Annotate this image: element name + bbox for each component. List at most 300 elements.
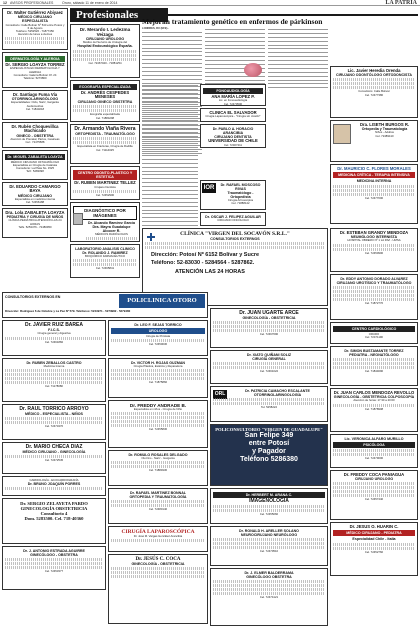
ad-line: CLÍNICA PEDIÁTRICA ATENCIÓN LAS 24 HORAS [8,218,62,226]
ad-line: Tel. 5258222 [260,404,278,409]
ad-line: Cel. 72472545 [44,458,64,463]
ad-line: Dom. 5283500. Cel. 718-40360 [24,516,84,522]
ad-title: Dr. JAVIER RUIZ BAREA [25,321,83,328]
ad-line: Audiometrías [26,103,44,108]
ad-title: POLICONSULTORIO "VIRGEN DE GUADALUPE" [215,426,323,432]
fine-print [213,402,325,405]
ad-line: Cel. 71178080 [45,383,63,388]
ad-line: Atención de lunes a viernes [17,32,53,37]
ad-line: Cirugía Plástica, Estética y Reparadora [133,363,183,368]
ad-subtitle: IMAGENOLOGÍA [249,497,289,504]
ad-line: Consultorio: Calle Bolívar Nº 543 entre Potosí y 6 de Agosto [5,22,65,30]
ad-line: Cel. 71875860 [148,379,168,384]
fine-print [5,381,103,384]
fine-print [333,248,415,251]
ad-line: Cel. 72470500 [223,101,243,106]
section-banner: Profesionales [70,8,168,22]
ad-line: Especialista en Fracturas, Cirugía de Rodilla [77,144,133,149]
ad-line: Consultorio: Calle Bolívar [358,89,390,94]
ad-moscoso [200,180,266,210]
ad-line: Cel. 72489410 [375,133,394,138]
fine-print [111,504,205,507]
fine-print [111,539,205,542]
ad-line: Especialidad Chile - Italia [352,537,396,542]
ad-title: Dr. BRUNO JOAQUÍN PORRES [27,481,81,486]
ad-line: Cel. 72461882 [44,339,64,344]
ad-clinica-salvador [200,108,266,122]
ad-estrada [2,546,106,590]
ad-title: Dr. JUAN UGARTE ARCE [239,309,299,316]
ad-line: Cel. 72452900 [95,192,115,197]
medical-cross-icon [147,233,155,241]
ad-line: Cel. 72453377 [44,568,64,573]
fine-print [73,50,137,53]
ad-subtitle: Ortopedia y Traumatología [361,127,408,132]
ad-title: Dr. RONALD H. ARELLER SOLANO [239,528,299,533]
ad-bustamante [330,346,418,386]
ad-line: Cel. 71888122 [231,201,250,206]
fine-print [333,189,415,192]
ad-line: Cel. 71114025 [96,147,114,152]
ad-line: CIRUJANO ONCÓLOGO [217,217,249,222]
ad-title: Dr. OSCAR J. FELIPEZ AGUILAR [205,214,261,219]
ad-line: CIRUGÍA GENERAL [252,356,286,361]
ad-line: Cel.: 72475588 [25,140,45,145]
ad-line: CARDIOLOGÍA - ECOCARDIOGRAFÍA [29,477,79,482]
ad-subtitle: PSICÓLOGA [333,442,415,448]
fine-print [73,141,137,144]
page-header-strip [0,0,420,6]
ad-title: Dr. JESÚS C. COCA [135,556,181,562]
ad-line: Cel. 72471190 [365,334,383,339]
fine-print [213,321,325,324]
ad-title: CIRUGÍA LAPAROSCÓPICA [121,528,195,535]
ad-martinez-tellez [70,166,140,200]
ad-subtitle: Traumatólogo - Ortopedista [227,190,254,199]
ad-title: Dr. ROMULO ROSALES DELGADO [128,452,188,457]
fine-print [73,263,137,266]
ad-title: Dr. MAURICIO C. FLORES MORALES [337,165,411,171]
ad-title: Dr. EDDY ANTONIO DORADO ALVAREZ [340,276,408,281]
fine-print [111,416,205,419]
fine-print [111,461,205,464]
fine-print [5,373,103,376]
ad-title: Dra. LISETH BURGOS R. [359,121,410,127]
fine-print [73,105,137,108]
ad-cespedes [70,80,140,122]
fine-print [333,490,415,493]
ad-line: Cel. 72467690 [259,332,279,337]
clinic-hours: ATENCIÓN LAS 24 HORAS [175,268,245,275]
ad-checa [2,442,106,474]
ad-line: GINECÓLOGO - OBSTETRA [30,552,78,557]
fine-print [333,543,415,546]
ad-subtitle: MÉDICO CIRUJANO - PEDIATRA [333,530,415,536]
fine-print [5,377,103,380]
ad-line: GINECOLOGÍA OBSTETRICIA [20,505,88,511]
ad-section-bar: DERMATOLOGÍA Y ALERGIA [5,56,65,62]
ad-line: MEDICINA INTERNA [356,179,392,184]
ad-section-bar: ECOGRAFÍA ESPECIALIZADA [73,84,137,90]
ad-line: Cel. 72473470 [44,424,64,429]
ad-zeballos [2,358,106,402]
ad-line: Cel. 72477000 [364,195,384,200]
policlinica-title: POLICLINICA OTORO [119,294,205,308]
ad-andrade [108,400,208,448]
ad-line: Cel. 72456188 [25,200,45,205]
ad-title: Dr. MARIO CHECA DIAZ [25,443,83,450]
ad-line: Cel. 72467411 [224,142,242,147]
ad-line: Cel. 72452760 [364,549,384,554]
ad-title: LABORATORIO ANALISIS CLINICO [75,246,135,251]
ad-coca-paniagua [330,470,418,520]
ad-subtitle: GINECÓLOGO OBSTETRA [246,574,292,579]
fine-print [213,580,325,583]
ad-loayza [2,52,68,88]
ad-title: Dr. Santiago Fuma Vía [12,91,58,97]
ad-title: Dr. RUBEN MARTINEZ TELLEZ [74,179,136,185]
fine-print [5,417,103,420]
ad-subtitle: OTORRINOLARINGÓLOGO [11,97,59,102]
ad-zabaleta-lola [2,208,68,238]
ad-rosales [108,450,208,486]
ad-burgos [330,120,418,162]
ad-title: Dr. Armando Viaña Rivera [74,125,136,132]
ad-line: Cel. 72457440 [364,497,384,502]
ad-title: Dr. XIATO QUIÑANI SOLIZ [246,352,292,357]
clinic-address: Dirección: Potosí Nº 6152 Bolívar y Sucre [151,251,260,258]
ad-camacho [210,386,328,422]
ad-mendoza [330,388,418,432]
ad-title: Dr. ANDRÉS CESPEDES MENESES [80,89,130,100]
ad-balderrama [210,568,328,626]
fine-print [333,362,415,365]
banner-rule [168,14,418,16]
fine-print [213,509,325,512]
ad-title: Dr. PABLO A. HORACIO ARANCIBIA [212,126,254,135]
fine-print [213,592,325,595]
ad-title: Lic. Javier Heredia Orenda [347,67,401,73]
fine-print [213,546,325,549]
newspaper-name: LA PATRIA [385,0,417,6]
article-column [142,84,198,226]
ad-zabaleta-miguel [2,150,68,180]
ad-title: Dr. JESUS O. HUARIN C. [349,523,399,529]
ad-centro-cardiologico [330,322,418,344]
ad-subtitle: GINECOLOGÍA - OBSTETRICIA COLPOSCOPÍA [333,395,415,400]
ad-line: ORTOPEDIA Y TRAUMATOLOGÍA [129,494,187,499]
ad-arana [210,488,328,524]
fine-print [5,566,103,569]
ad-line: Especialista en niños - Cirugía de Niño [133,406,183,411]
ad-title: Dr. J. ANTONIO ESTRADA AGUIRRE [23,548,85,553]
ad-areller [210,526,328,566]
ad-line: Cel. 72455060 [259,512,279,517]
ad-ruiz [2,320,106,356]
ad-subtitle: CIRUJANO UROLOGO [85,37,125,42]
ad-line: Cel. 71884930 [148,467,168,472]
ad-line: BIOQUÍMICO FARMACÉUTICO [84,253,126,258]
ad-subtitle: OTORRINOLARINGOLOGÍA [253,392,302,397]
ad-title: Dr. RUBEN ZEBALLOS CASTRO [26,360,82,365]
ad-line: Cel. 71878908 [364,406,384,411]
ad-line: Consultorio: Galería Bolívar Of. 24 [13,72,57,77]
ad-title: Dr. EDUARDO CAMARGO BAYA [9,183,61,194]
fine-print [73,109,137,112]
ad-policlinica-header [2,292,208,318]
fine-print [213,588,325,591]
ad-fuma [2,90,68,120]
ad-subtitle: MÉDICO CIRUJANO [17,194,53,199]
ad-line: Cirugía Laparoscópica - "Cirugía sin cicatriz" [205,114,261,119]
ad-fonoaudiologia [200,84,266,106]
ad-line: Cel. 71844690 [364,368,384,373]
ad-title: Dr. SIMON BUSTAMANTE TORREZ [344,348,404,353]
fine-print [5,487,103,490]
fine-print [213,584,325,587]
fine-print [5,421,103,424]
ad-title: Dr. SERGIO ZELAYETA PARDO [20,500,88,506]
ad-section-bar: UROLOGO [111,328,205,334]
ad-martinez-bonnal [108,488,208,524]
ad-line: Cel. 72480140 [148,506,168,511]
ad-line: Cel. 72450900 [364,250,384,255]
fine-print [111,465,205,468]
fine-print [333,482,415,485]
ad-line: Cirugía Artroscópica [227,198,254,202]
ad-ugarte [210,308,328,348]
ad-line: Cel. 72470510 [259,548,279,553]
ad-line: y Pagador [252,447,286,455]
ad-flores [330,164,418,224]
ad-title: Dr. FREDDY ANDRADE B. [129,402,187,408]
fine-print [111,571,205,574]
ad-huarin [330,522,418,576]
ad-title: Dr. FREDDY COCA PANIAGUA [343,471,405,477]
fine-print [333,358,415,361]
ad-title: Dr. Walter Gutiérrez Abiyaez [7,9,63,15]
ad-subtitle: F.I.C.S. [48,328,60,333]
ad-line: Cel. 72461022 [259,368,279,373]
ad-subtitle: NEUMÓLOGO INTERNISTA [350,235,398,240]
fine-print [333,244,415,247]
fine-print [333,298,415,301]
fine-print [5,37,65,40]
ad-section-bar: MEDICINA CRÍTICA - TERAPIA INTENSIVA [333,172,415,178]
ad-gutierrez [2,8,68,50]
ad-choquevillca [2,122,68,148]
ad-grandy [330,228,418,272]
fine-print [5,558,103,561]
ad-line: Especialista en medicina interna [14,197,56,202]
ad-arancibia [200,124,266,148]
ad-ledezma [70,24,140,78]
ad-line: Telfs. 5253476 - 72480950 [18,224,52,229]
ad-zelayeta [2,498,106,544]
ad-line: MÉDICO - ESPECIALISTA - NIÑOS [25,412,83,417]
ad-torrico [2,404,106,440]
fine-print [111,575,205,578]
ad-line: Telf.: 5283098 [26,169,44,174]
ad-line: Cel. 72450030 [148,341,168,346]
ad-subtitle: GINECOLOGÍA - OBSTETRICIA [242,316,296,321]
fine-print [213,329,325,332]
ad-line: Dra. Mayra Guadalupe Alcocer R. [92,224,131,233]
fine-print [111,369,205,372]
column-2 [70,24,140,288]
clinic-subtitle: CONSULTORIOS EXTERNOS [210,236,260,241]
ad-line: entre Potosí [248,439,290,447]
ad-subtitle: PEDIATRÍA Y CIRUGÍA DE NIÑOS [6,215,64,220]
ad-laparoscopica [108,526,208,552]
ad-title: Dr. PATRICIA CAMACHO ESCALANTE [245,388,310,393]
polyclinic-left-column [2,320,106,628]
ad-line: Cel. 72474121 [259,594,279,599]
fine-print [73,259,137,262]
ad-line: Cel. 71872770 [364,300,384,305]
ad-line: Especialidades: Oído, Nariz, Garganta [11,100,59,105]
ad-line: Cirugía de Próstata [145,333,171,338]
column-4-lower [330,228,418,628]
section-name: AVISOS PROFESIONALES [10,1,54,5]
fine-print [333,193,415,196]
ad-title: Dr. ESTEBAN GRANDY MENDOZA [339,229,409,235]
ad-subtitle: CIRUJANO UROLOGO [354,477,394,482]
issue-date: Oruro, sábado 11 de enero de 2014 [62,1,118,5]
policlinica-ext: CONSULTORIOS EXTERNOS EN [5,295,61,299]
fine-print [111,420,205,423]
brain-illustration [244,63,262,77]
ad-title: CENTRO CARDIOLÓGICO [333,326,415,332]
ad-line: Ecografía especializada [90,112,120,117]
column-1 [2,8,68,288]
column-4 [330,18,418,226]
ad-title: Dra. Lola ZABALETA LOAYZA [5,209,65,215]
ad-title: Dr. RAFAEL MARTINEZ BONNAL [129,490,187,495]
ad-subtitle: GINECO - OBSTETRA [16,134,54,139]
ad-subtitle: MÉDICO CIRUJANO ESPECIALISTA [17,15,53,24]
clinic-phone: Teléfono: 52-83030 - 5284564 - 5287862. [151,260,255,267]
ad-line: Cel. 71843218 [25,106,45,111]
ad-title: Dr. Merardo I. Ledezma Veizaga [79,26,131,37]
ad-title: Dr. HERBERT M. ARANA C. [213,492,325,498]
ad-subtitle: PEDIATRA - NEONATÓLOGO [349,352,399,357]
ad-subtitle: CIRUJANO UROTÍSICO Y TRAUMATÓLOGO [336,280,412,285]
ad-line: Médico del Servicio de Urología del [83,40,127,45]
fine-print [5,369,103,372]
ad-title: ANA MARÍA LOPEZ P. [211,93,255,99]
ad-line: Otorrino - Nariz - Garganta [141,455,175,460]
orl-logo: ORL [214,391,226,397]
ad-line: Consultorio: La Plata No. 1525 [15,166,55,171]
ad-section-bar: FONOAUDIOLOGÍA [203,88,263,94]
ad-sejas [108,320,208,356]
ad-line: ESPECIALISTA EN DERMATOLOGÍA Y ALERGIA [10,66,60,74]
fine-print [73,137,137,140]
polyclinic-mid-column [108,320,208,628]
fine-print [213,398,325,401]
fine-print [111,373,205,376]
ad-section-bar: CENTRO ODONTO-PLASTICO Y ESTETICA [73,170,137,180]
ad-line: Lic. en Fonoaudiología [218,98,248,103]
ad-rojas [108,358,208,398]
ad-title: Dr. LEO F. SEJAS TORRICO [134,322,182,327]
ad-title: Lic. VERONICA ALFARO MURILLO [344,436,404,441]
ad-line: Niños - Adultos [375,130,394,135]
fine-print [333,78,415,81]
ad-line: Teléfono: 5273860 [23,76,47,81]
ad-line: Medicina Interna [43,363,65,368]
ad-title: Dr. RAFAEL MOSCOSO RIVAS [220,182,261,191]
ad-laboratorio [70,244,140,278]
ad-line: Dr. Alcando Ramírez García [87,220,135,225]
ad-subtitle: CIRUJANO GINECO OBSTETRA [77,100,133,105]
ad-title: Dr. SERGIO LOAYZA TORREZ [5,61,65,67]
ad-subtitle: ORTOPEDISTA - TRAUMATÓLOGO [75,132,135,137]
fine-print [213,542,325,545]
ad-title: Dr. VICTOR H. ROJAS GUZMAN [130,360,186,365]
fine-print [333,494,415,497]
column-3-ads [200,84,266,180]
ad-line: Consultorio 4 [40,511,68,517]
ad-section-bar: DIAGNÓSTICO POR IMÁGENES [73,206,137,220]
ad-line: Cel. 72467040 - 71881254 [88,60,122,65]
ad-subtitle: CIRUJANO ODONTÓLOGO ORTODONCISTA [336,73,412,78]
ad-line: Cel. 72479000 [364,455,384,460]
fine-print [5,41,65,44]
ad-line: Hospital Endourológico España. [77,44,133,49]
fine-print [213,362,325,365]
ad-line: GINECOLOGÍA - OBSTETRICIA [131,562,185,567]
ad-line: UNIVERSIDAD DE CHILE [208,137,258,143]
fine-print [333,294,415,297]
ad-subtitle: NEUROCIRUJANO NEURÓLOGO [240,532,298,537]
fine-print [111,377,205,380]
ad-quinani [210,350,328,384]
fine-print [333,366,415,369]
ior-logo: IOR [203,185,215,191]
fine-print [86,237,137,240]
fine-print [333,453,415,456]
ad-line: Cirujano Dentista [94,184,116,189]
doctor-photo [73,213,83,225]
ad-title: Dr. Rubén Choquevillca Machicado [11,123,59,134]
fine-print [333,286,415,289]
fine-print [333,82,415,85]
fine-print [145,242,325,245]
ad-line: Cel. 72455830 [148,426,168,431]
ad-guadalupe [210,424,328,486]
ad-porres [2,476,106,496]
polyclinic-right-column [210,308,328,628]
ad-viana [70,124,140,164]
fine-print [145,246,325,249]
fine-print [73,54,137,57]
ad-subtitle: Dr. ROLANDO J. RAMIREZ [82,250,128,255]
fine-print [333,547,415,550]
ad-line: Atención de horas: 17:30 a 20:00 [353,398,395,403]
ad-felipez [200,212,266,226]
ad-line: Cel. 72477380 [364,92,384,97]
fine-print [213,366,325,369]
fine-print [111,424,205,427]
ad-line: ORURO [368,331,380,336]
fine-print [111,412,205,415]
fine-print [333,86,415,89]
ad-line: Cirugía general y digestiva [37,331,71,336]
fine-print [333,185,415,188]
ad-line: HOSPITAL OBRERO Nº 1 LA PAZ - UMSA [347,238,401,243]
